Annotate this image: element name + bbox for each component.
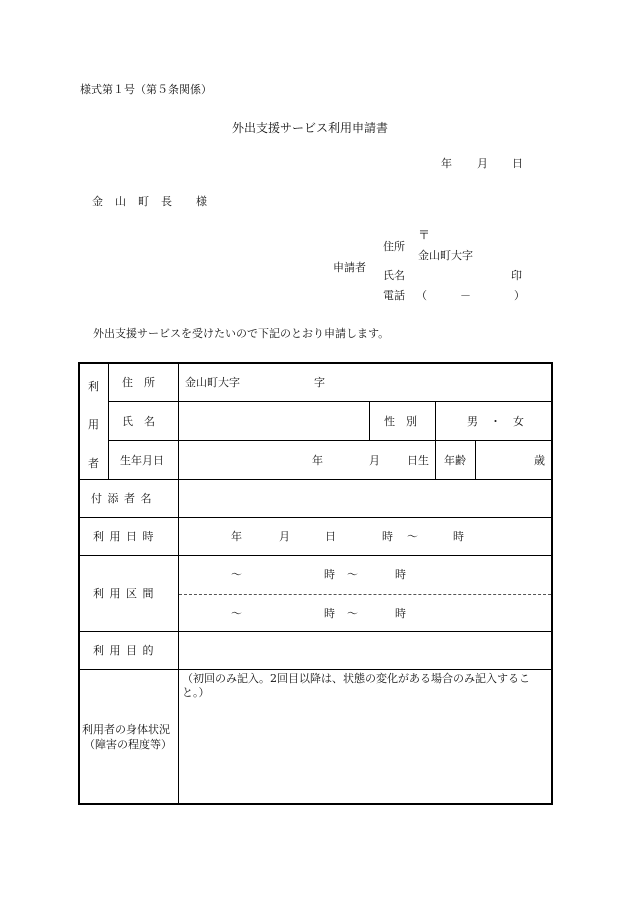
use-end-hour-label: 時 (453, 530, 464, 543)
condition-label-cell (80, 670, 179, 804)
user-group-char: 用 (88, 418, 99, 431)
birth-year-label: 年 (312, 454, 323, 467)
purpose-input-cell[interactable] (179, 632, 552, 670)
date-month-label: 月 (477, 157, 488, 170)
section-row-tilde: ～ (347, 607, 358, 620)
purpose-label-cell (80, 632, 179, 670)
section-row-tilde: ～ (231, 568, 242, 581)
companion-input-cell[interactable] (179, 480, 552, 518)
form-title: 外出支援サービス利用申請書 (232, 121, 389, 135)
gender-male-option[interactable]: 男 (467, 415, 478, 428)
applicant-address-label: 住所 (383, 240, 405, 253)
user-group-char: 利 (88, 380, 99, 393)
seal-mark: 印 (511, 269, 522, 282)
name-label: 氏 名 (122, 415, 155, 428)
addressee-char: 町 (138, 195, 149, 208)
address-input-cell[interactable] (179, 364, 552, 402)
birth-label: 生年月日 (120, 454, 164, 467)
phone-open-paren: （ (416, 289, 427, 302)
use-section-input-cell[interactable] (179, 556, 552, 632)
name-label-cell (109, 402, 179, 441)
address-label: 住 所 (122, 376, 155, 389)
birth-input-cell[interactable] (179, 441, 436, 480)
gender-label-cell (370, 402, 436, 441)
form-number: 様式第１号（第５条関係） (80, 83, 212, 96)
age-label-cell (436, 441, 476, 480)
birth-month-label: 月 (369, 454, 380, 467)
section-row-hour: 時 (395, 568, 406, 581)
date-year-label: 年 (441, 157, 452, 170)
use-section-label: 利 用 区 間 (93, 587, 155, 600)
companion-label-cell (80, 480, 179, 518)
age-input-cell[interactable] (476, 441, 552, 480)
condition-note: （初回のみ記入。2回目以降は、状態の変化がある場合のみ記入すること。） (182, 672, 530, 700)
phone-close-paren: ） (514, 289, 525, 302)
section-row-hour: 時 (395, 607, 406, 620)
birth-day-label: 日生 (407, 454, 429, 467)
use-datetime-input-cell[interactable] (179, 518, 552, 556)
age-unit: 歳 (534, 454, 545, 467)
condition-label: 利用者の身体状況 (82, 723, 170, 736)
phone-dash: － (460, 289, 471, 302)
birth-label-cell (109, 441, 179, 480)
addressee-char: 山 (115, 195, 126, 208)
gender-label: 性 別 (384, 415, 417, 428)
condition-sublabel: （障害の程度等） (84, 738, 172, 751)
use-day-label: 日 (325, 530, 336, 543)
gender-select-cell[interactable] (436, 402, 552, 441)
applicant-address-value[interactable]: 金山町大字 (418, 249, 473, 262)
addressee-char: 金 (92, 195, 103, 208)
use-month-label: 月 (279, 530, 290, 543)
use-start-hour-label: 時 (382, 530, 393, 543)
user-group-cell (80, 364, 109, 480)
intro-text: 外出支援サービスを受けたいので下記のとおり申請します。 (93, 327, 390, 340)
use-datetime-label-cell (80, 518, 179, 556)
section-row-tilde: ～ (347, 568, 358, 581)
use-datetime-label: 利 用 日 時 (93, 530, 155, 543)
address-label-cell (109, 364, 179, 402)
date-day-label: 日 (512, 157, 523, 170)
addressee-honorific: 様 (196, 195, 207, 208)
use-section-label-cell (80, 556, 179, 632)
companion-label: 付 添 者 名 (91, 492, 153, 505)
user-group-char: 者 (88, 457, 99, 470)
address-prefix: 金山町大字 (185, 376, 240, 389)
section-divider (179, 594, 551, 595)
applicant-phone-label: 電話 (383, 289, 405, 302)
addressee-char: 長 (161, 195, 172, 208)
gender-separator: ・ (490, 415, 501, 428)
use-year-label: 年 (231, 530, 242, 543)
applicant-name-label: 氏名 (383, 269, 405, 282)
address-aza-label: 字 (314, 376, 325, 389)
section-row-tilde: ～ (231, 607, 242, 620)
age-label: 年齢 (444, 454, 466, 467)
purpose-label: 利 用 目 的 (93, 644, 155, 657)
use-tilde: ～ (407, 530, 418, 543)
condition-input-cell[interactable] (179, 670, 552, 804)
section-row-hour: 時 (324, 607, 335, 620)
name-input-cell[interactable] (179, 402, 370, 441)
application-table (79, 363, 552, 804)
gender-female-option[interactable]: 女 (513, 415, 524, 428)
postal-mark: 〒 (418, 228, 431, 242)
applicant-heading: 申請者 (333, 261, 366, 274)
section-row-hour: 時 (324, 568, 335, 581)
